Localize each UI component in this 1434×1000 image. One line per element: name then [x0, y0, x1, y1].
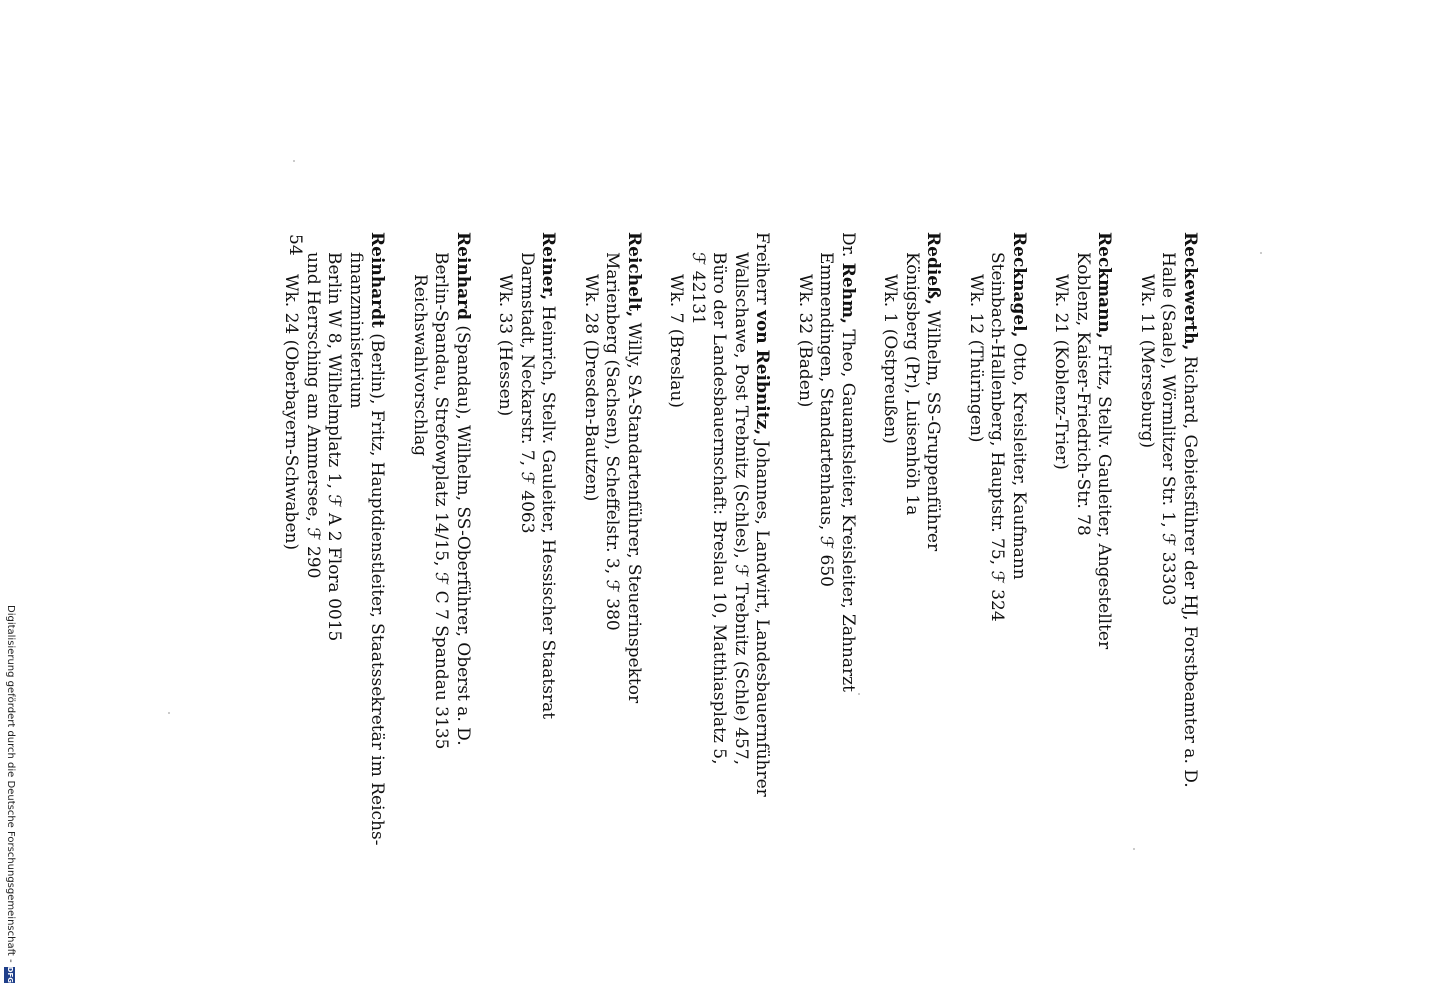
- entry-reckewerth: [1136, 232, 1201, 788]
- entry-name: Rehm,: [838, 262, 858, 324]
- entry-text-continued: finanzministerium: [346, 252, 366, 409]
- entry-name: Redieß,: [923, 232, 944, 305]
- entry-text: Heinrich, Stellv. Gauleiter, Hessischer Staatsrat: [538, 300, 559, 720]
- entry-address: Darmstadt, Neckarstr. 7, ℱ 4063: [517, 252, 537, 534]
- entry-reiner: [494, 232, 559, 752]
- entry-district: Wk. 12 (Thüringen): [966, 274, 986, 443]
- entry-address: Wallschawe, Post Trebnitz (Schles), ℱ Trebnitz (Schle) 457,: [731, 252, 751, 765]
- entry-district: Wk. 7 (Breslau): [666, 274, 687, 408]
- entry-text: Theo, Gauamtsleiter, Kreisleiter, Zahnarzt: [838, 323, 858, 692]
- entry-address: Halle (Saale), Wörmlitzer Str. 1, ℱ 33303: [1158, 252, 1179, 606]
- entry-reichelt: [580, 232, 645, 752]
- entry-name: Reinhardt: [367, 232, 388, 328]
- entry-text: Wilhelm, SS-Gruppenführer: [923, 304, 944, 552]
- entry-address: Büro der Landesbauernschaft: Breslau 10, Matthiasplatz 5,: [709, 252, 730, 765]
- entry-district: Wk. 21 (Koblenz-Trier): [1051, 274, 1072, 470]
- entry-name: Reiner,: [538, 232, 559, 301]
- entry-district: Wk. 11 (Merseburg): [1137, 274, 1157, 449]
- scan-speck: [1133, 848, 1135, 850]
- entry-district: Wk. 24 (Oberbayern-Schwaben): [281, 274, 302, 551]
- dfg-logo: DFG: [6, 966, 15, 983]
- entry-name: Reckewerth,: [1180, 232, 1200, 351]
- entry-name: Recknagel,: [1009, 232, 1029, 338]
- entry-name: Reichelt,: [624, 232, 644, 318]
- directory-entries: [260, 232, 1200, 846]
- entry-address: Marienberg (Sachsen), Scheffelstr. 3, ℱ 380: [602, 252, 623, 631]
- entry-text: Willy, SA-Standartenführer, Steuerinspektor: [624, 317, 644, 704]
- scan-speck: [293, 160, 295, 162]
- entry-address: Steinbach-Hallenberg, Hauptstr. 75, ℱ 324: [987, 252, 1008, 622]
- entry-text: Richard, Gebietsführer der HJ, Forstbeamter a. D.: [1180, 350, 1200, 788]
- scan-speck: [1260, 252, 1262, 254]
- entry-name: Reckmann,: [1094, 232, 1115, 339]
- entry-address: Königsberg (Pr), Luisenhöh 1a: [902, 252, 922, 516]
- digitization-note-text: Digitalisierung gefördert durch die Deutsche Forschungsgemeinschaft -: [5, 605, 16, 963]
- entry-text: (Spandau), Wilhelm, SS-Oberführer, Oberst a. D.: [453, 319, 473, 746]
- entry-text: Johannes, Landwirt, Landesbauernführer: [752, 435, 773, 797]
- entry-address: Emmendingen, Standartenhaus, ℱ 650: [816, 252, 837, 587]
- entry-name: von Reibnitz,: [752, 310, 773, 436]
- entry-rehm: [794, 232, 859, 752]
- entry-recknagel: [965, 232, 1030, 752]
- entry-address: Berlin W 8, Wilhelmplatz 1, ℱ A 2 Flora 0015: [324, 252, 345, 642]
- entry-address: Berlin-Spandau, Strefowplatz 14/15, ℱ C 7 Spandau 3135: [431, 252, 452, 750]
- entry-text: Otto, Kreisleiter, Kaufmann: [1009, 337, 1029, 580]
- entry-reckmann: [1050, 232, 1115, 752]
- entry-district: Wk. 28 (Dresden-Bautzen): [581, 274, 601, 502]
- entry-prefix: Freiherr: [752, 232, 773, 311]
- entry-von-reibnitz: [665, 232, 773, 797]
- entry-address: und Herrsching am Ammersee, ℱ 290: [303, 252, 323, 579]
- entry-prefix: Dr.: [838, 232, 858, 263]
- scan-speck: [858, 693, 860, 695]
- entry-text: Fritz, Stellv. Gauleiter, Angestellter: [1094, 338, 1115, 650]
- page-number: 54: [285, 234, 305, 256]
- entry-district: Wk. 1 (Ostpreußen): [880, 274, 901, 444]
- entry-reinhardt: [280, 232, 388, 846]
- entry-reinhard: [409, 232, 474, 752]
- entry-district: Wk. 33 (Hessen): [495, 274, 516, 417]
- entry-name: Reinhard: [453, 232, 473, 320]
- entry-district: Wk. 32 (Baden): [795, 274, 815, 408]
- entry-phone: ℱ 42131: [688, 252, 708, 325]
- entry-rediess: [879, 232, 944, 752]
- scan-speck: [168, 712, 170, 714]
- entry-district: Reichswahlvorschlag: [410, 274, 430, 457]
- digitization-note: [2, 605, 18, 995]
- entry-text: (Berlin), Fritz, Hauptdienstleiter, Staatssekretär im Reichs-: [367, 327, 388, 846]
- entry-address: Koblenz, Kaiser-Friedrich-Str. 78: [1073, 252, 1093, 536]
